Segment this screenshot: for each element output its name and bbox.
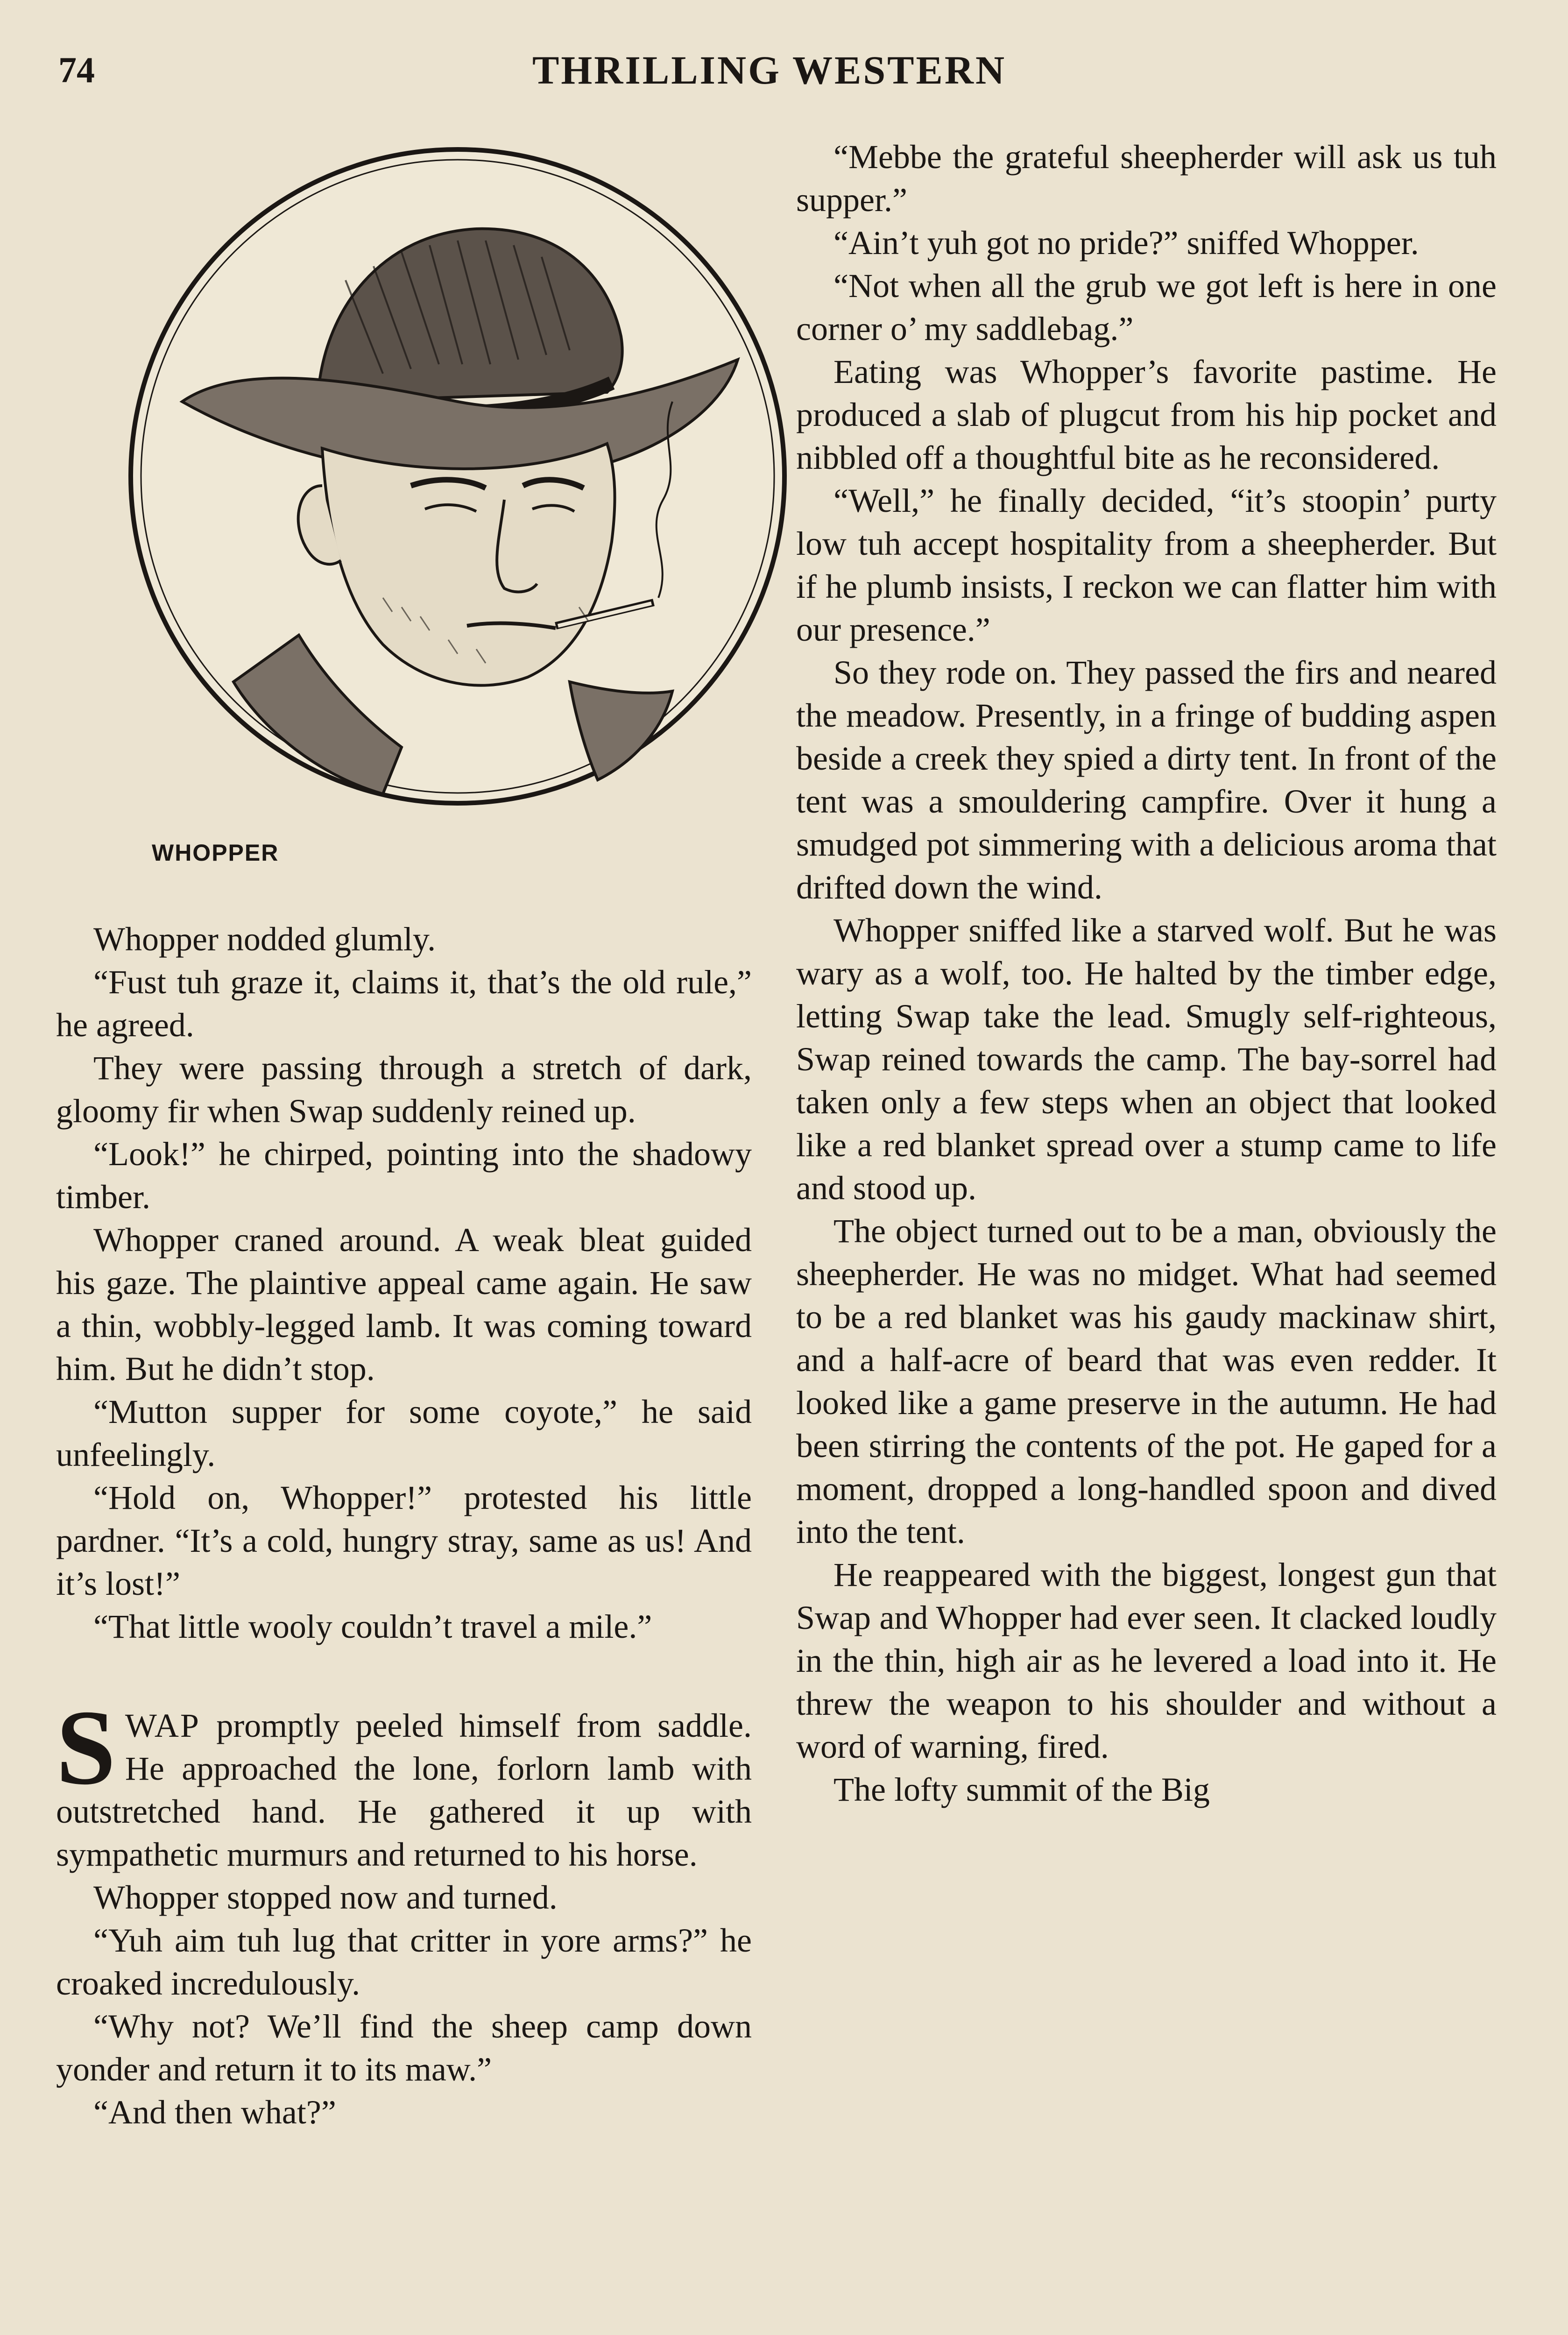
paragraph: So they rode on. They passed the firs and neared the meadow. Presently, in a fringe of budding aspen beside a creek they spied a dirty tent. In front of the tent was a smouldering campfire. Over it hung a smudged pot simmering with a delicious aroma that drifted down the wind.	[796, 654, 1497, 906]
paragraph: Whopper sniffed like a starved wolf. But he was wary as a wolf, too. He halted by the timber edge, letting Swap take the lead. Smugly self-righteous, Swap reined towards the camp. The bay-sorrel had taken only a few steps when an object that looked like a red blanket spread over a stump came to life and stood up.	[796, 912, 1497, 1207]
paragraph: Whopper nodded glumly.	[93, 920, 436, 958]
paragraph: “Why not? We’ll find the sheep camp down yonder and return it to its maw.”	[56, 2008, 752, 2088]
paragraph: The lofty summit of the Big	[833, 1771, 1210, 1808]
paragraph: “Mutton supper for some coyote,” he said unfeelingly.	[56, 1393, 752, 1473]
paragraph: “Fust tuh graze it, claims it, that’s the old rule,” he agreed.	[56, 963, 752, 1044]
right-column	[796, 135, 1497, 1811]
paragraph: Whopper stopped now and turned.	[93, 1879, 558, 1916]
dropcap-smallcaps: WAP	[125, 1707, 200, 1744]
paragraph: They were passing through a stretch of dark, gloomy fir when Swap suddenly reined up.	[56, 1049, 752, 1130]
paragraph: “Not when all the grub we got left is here in one corner o’ my saddlebag.”	[796, 267, 1497, 347]
paragraph: The object turned out to be a man, obviously the sheepherder. He was no midget. What had seemed to be a red blanket was his gaudy mackinaw shirt, and a half-acre of beard that was even redder. It looked like a game preserve in the autumn. He had been stirring the contents of the pot. He gaped for a moment, dropped a long-handled spoon and dived into the tent.	[796, 1212, 1497, 1550]
paragraph: “Yuh aim tuh lug that critter in yore arms?” he croaked incredulously.	[56, 1922, 752, 2002]
drop-cap: S	[56, 1688, 116, 1807]
illustration-caption: WHOPPER	[152, 840, 279, 866]
paragraph: “And then what?”	[93, 2094, 336, 2131]
paragraph: Eating was Whopper’s favorite pastime. He produced a slab of plugcut from his hip pocket and nibbled off a thoughtful bite as he reconsidered.	[796, 353, 1497, 476]
paragraph: “Well,” he finally decided, “it’s stoopin’ purty low tuh accept hospitality from a sheepherder. But if he plumb insists, I reckon we can flatter him with our presence.”	[796, 482, 1497, 648]
dropcap-rest: promptly peeled himself from saddle. He approached the lone, forlorn lamb with outstretched hand. He gathered it up with sympathetic murmurs and returned to his horse.	[56, 1707, 752, 1873]
paragraph: “Look!” he chirped, pointing into the shadowy timber.	[56, 1135, 752, 1216]
paragraph: He reappeared with the biggest, longest gun that Swap and Whopper had ever seen. It clacked loudly in the thin, high air as he levered a load into it. He threw the weapon to his shoulder and without a word of warning, fired.	[796, 1556, 1497, 1765]
left-text-flow	[56, 918, 752, 2134]
paragraph: “That little wooly couldn’t travel a mile.”	[93, 1608, 652, 1645]
whopper-portrait-illustration	[121, 140, 794, 813]
dropcap-paragraph	[56, 1688, 752, 1876]
section-break	[56, 1648, 752, 1704]
paragraph: “Hold on, Whopper!” protested his little pardner. “It’s a cold, hungry stray, same as us! And it’s lost!”	[56, 1479, 752, 1602]
running-head: THRILLING WESTERN	[532, 48, 1007, 92]
paragraph: “Ain’t yuh got no pride?” sniffed Whopper.	[833, 224, 1419, 262]
paragraph: “Mebbe the grateful sheepherder will ask us tuh supper.”	[796, 138, 1497, 219]
page-number: 74	[58, 50, 95, 90]
paragraph: Whopper craned around. A weak bleat guided his gaze. The plaintive appeal came again. He saw a thin, wobbly-legged lamb. It was coming toward him. But he didn’t stop.	[56, 1221, 752, 1387]
